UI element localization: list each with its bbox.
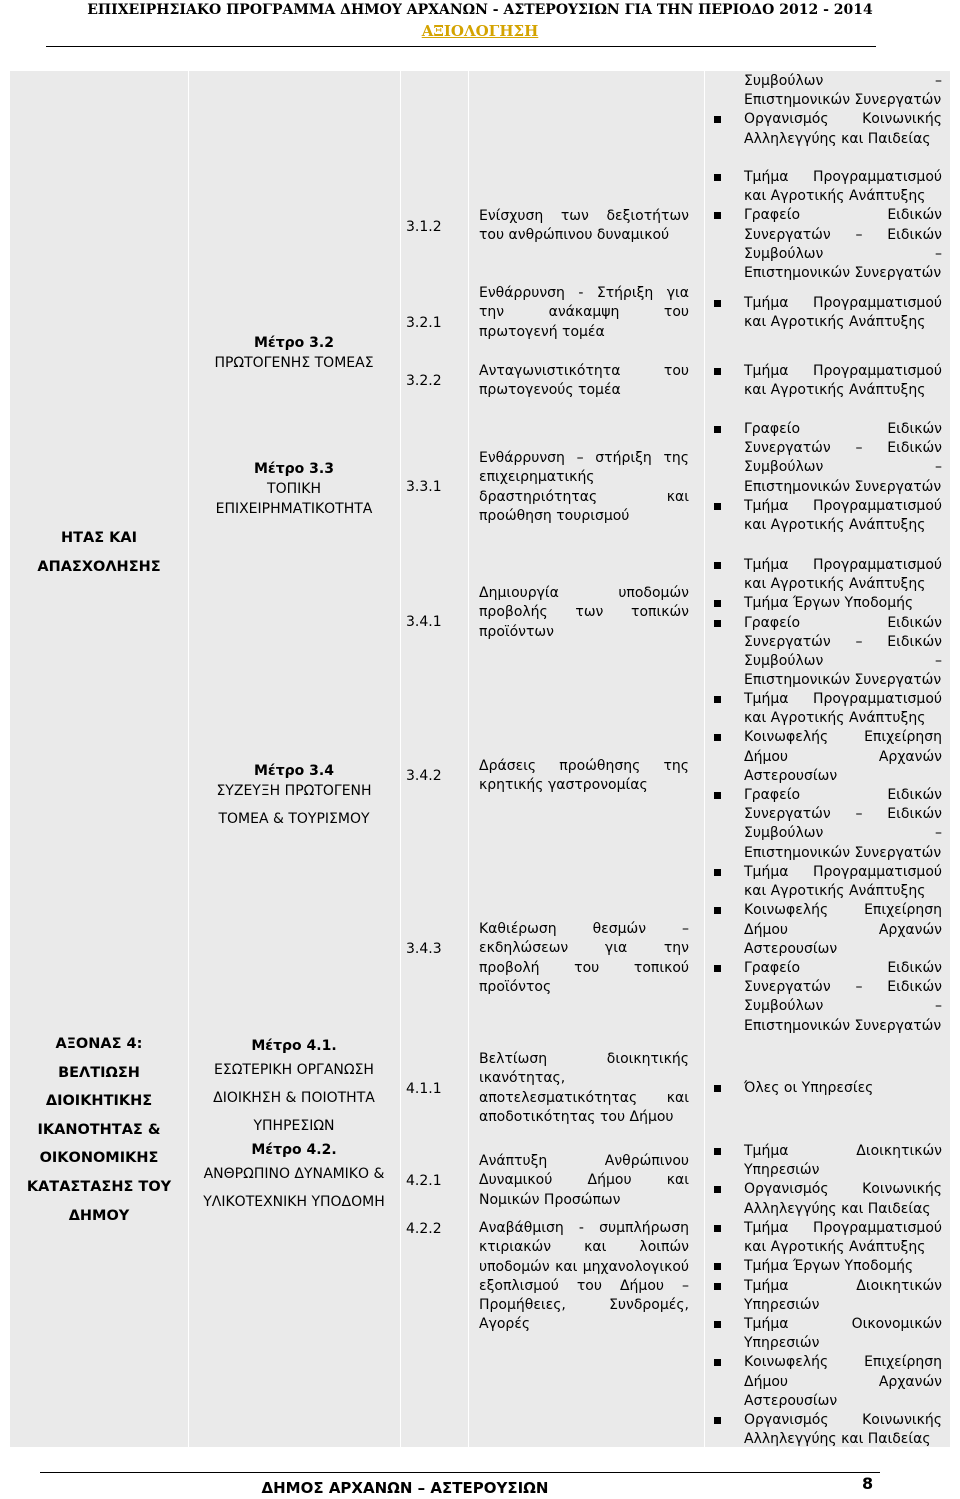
column-divider — [468, 71, 469, 1447]
services-list — [710, 690, 942, 863]
bullet-icon — [714, 1225, 721, 1232]
action-title: Ενθάρρυνση - Στήριξη για την ανάκαμψη του πρωτογενή τομέα — [479, 285, 689, 340]
service-item: Οργανισμός Κοινωνικής Αλληλεγγύης και Παιδείας — [710, 110, 942, 148]
measure-4-1: Μέτρο 4.1. ΕΣΩΤΕΡΙΚΗ ΟΡΓΑΝΩΣΗ ΔΙΟΙΚΗΣΗ & ΠΟΙΟΤΗΤΑ ΥΠΗΡΕΣΙΩΝ — [213, 1038, 375, 1134]
column-divider — [188, 71, 189, 1447]
bullet-icon — [714, 965, 721, 972]
services-list — [710, 72, 942, 149]
service-item: Κοινωφελής Επιχείρηση Δήμου Αρχανών Αστερουσίων — [710, 901, 942, 959]
service-item: Γραφείο Ειδικών Συνεργατών – Ειδικών Συμβούλων – Επιστημονικών Συνεργατών — [710, 614, 942, 691]
action-code: 3.2.2 — [406, 373, 442, 389]
action-title: Ενίσχυση των δεξιοτήτων του ανθρώπινου δυναμικού — [479, 208, 689, 244]
bullet-icon — [714, 696, 721, 703]
action-code: 4.2.1 — [406, 1173, 442, 1189]
axis-3-label: ΗΤΑΣ ΚΑΙ — [60, 530, 138, 546]
action-title: Καθιέρωση θεσμών – εκδηλώσεων για την προβολή του τοπικού προϊόντος — [479, 921, 689, 995]
service-item: Κοινωφελής Επιχείρηση Δήμου Αρχανών Αστερουσίων — [710, 728, 942, 786]
service-item: Οργανισμός Κοινωνικής Αλληλεγγύης και Παιδείας — [710, 1411, 942, 1449]
measure-3-2: Μέτρο 3.2 ΠΡΩΤΟΓΕΝΗΣ ΤΟΜΕΑΣ — [214, 335, 374, 371]
service-item: Τμήμα Έργων Υποδομής — [710, 1257, 942, 1276]
action-code: 3.1.2 — [406, 219, 442, 235]
service-item: Γραφείο Ειδικών Συνεργατών – Ειδικών Συμβούλων – Επιστημονικών Συνεργατών — [710, 206, 942, 283]
column-divider — [704, 71, 705, 1447]
services-list — [710, 420, 942, 535]
action-code: 4.1.1 — [406, 1081, 442, 1097]
page-number: 8 — [862, 1474, 874, 1493]
service-item: Τμήμα Προγραμματισμού και Αγροτικής Ανάπτυξης — [710, 497, 942, 535]
action-title: Δράσεις προώθησης της κρητικής γαστρονομίας — [479, 758, 689, 794]
bullet-icon — [714, 368, 721, 375]
service-item: Οργανισμός Κοινωνικής Αλληλεγγύης και Παιδείας — [710, 1180, 942, 1218]
footer-municipality: ΔΗΜΟΣ ΑΡΧΑΝΩΝ – ΑΣΤΕΡΟΥΣΙΩΝ — [261, 1479, 549, 1497]
bullet-icon — [714, 503, 721, 510]
bullet-icon — [714, 562, 721, 569]
service-item: Τμήμα Προγραμματισμού και Αγροτικής Ανάπτυξης — [710, 690, 942, 728]
action-code: 3.4.2 — [406, 768, 442, 784]
service-item: Τμήμα Προγραμματισμού και Αγροτικής Ανάπτυξης — [710, 294, 942, 332]
service-item: Γραφείο Ειδικών Συνεργατών – Ειδικών Συμβούλων – Επιστημονικών Συνεργατών — [710, 959, 942, 1036]
bullet-icon — [714, 1263, 721, 1270]
bullet-icon — [714, 734, 721, 741]
services-list — [710, 1079, 942, 1098]
services-list — [710, 294, 942, 332]
service-item: Όλες οι Υπηρεσίες — [710, 1079, 942, 1098]
header-rule — [46, 46, 876, 47]
measure-3-4: Μέτρο 3.4 ΣΥΖΕΥΞΗ ΠΡΩΤΟΓΕΝΗ ΤΟΜΕΑ & ΤΟΥΡΙΣΜΟΥ — [216, 763, 372, 827]
bullet-icon — [714, 426, 721, 433]
action-title: Ενθάρρυνση – στήριξη της επιχειρηματικής δραστηριότητας και προώθηση τουρισμού — [479, 450, 689, 524]
service-item: Τμήμα Προγραμματισμού και Αγροτικής Ανάπτυξης — [710, 168, 942, 206]
bullet-icon — [714, 1186, 721, 1193]
services-list — [710, 1142, 942, 1219]
bullet-icon — [714, 600, 721, 607]
action-code: 3.2.1 — [406, 315, 442, 331]
bullet-icon — [714, 1148, 721, 1155]
document-header-title: ΕΠΙΧΕΙΡΗΣΙΑΚΟ ΠΡΟΓΡΑΜΜΑ ΔΗΜΟΥ ΑΡΧΑΝΩΝ - ΑΣΤΕΡΟΥΣΙΩΝ ΓΙΑ ΤΗΝ ΠΕΡΙΟΔΟ 2012 - 2014 — [87, 2, 873, 18]
bullet-icon — [714, 212, 721, 219]
service-item: Τμήμα Προγραμματισμού και Αγροτικής Ανάπτυξης — [710, 1219, 942, 1257]
footer-rule — [40, 1472, 880, 1473]
bullet-icon — [714, 116, 721, 123]
bullet-icon — [714, 1321, 721, 1328]
bullet-icon — [714, 1085, 721, 1092]
bullet-icon — [714, 620, 721, 627]
bullet-icon — [714, 869, 721, 876]
bullet-icon — [714, 1359, 721, 1366]
bullet-icon — [714, 174, 721, 181]
document-header-subtitle: ΑΞΙΟΛΟΓΗΣΗ — [421, 22, 539, 40]
axis-4-label: ΑΞΟΝΑΣ 4: ΒΕΛΤΙΩΣΗ ΔΙΟΙΚΗΤΙΚΗΣ ΙΚΑΝΟΤΗΤΑΣ & ΟΙΚΟΝΟΜΙΚΗΣ ΚΑΤΑΣΤΑΣΗΣ ΤΟΥ ΔΗΜΟΥ — [26, 1036, 172, 1224]
action-title: Βελτίωση διοικητικής ικανότητας, αποτελεσματικότητας και αποδοτικότητας του Δήμου — [479, 1051, 689, 1125]
action-title: Ανάπτυξη Ανθρώπινου Δυναμικού Δήμου και Νομικών Προσώπων — [479, 1153, 689, 1208]
bullet-icon — [714, 300, 721, 307]
service-item: Τμήμα Έργων Υποδομής — [710, 594, 942, 613]
action-code: 4.2.2 — [406, 1221, 442, 1237]
service-item: Συμβούλων – Επιστημονικών Συνεργατών — [744, 73, 942, 109]
action-title: Ανταγωνιστικότητα του πρωτογενούς τομέα — [479, 363, 689, 399]
service-item: Γραφείο Ειδικών Συνεργατών – Ειδικών Συμβούλων – Επιστημονικών Συνεργατών — [710, 420, 942, 497]
services-list — [710, 863, 942, 1036]
axis-3-label-cont: ΑΠΑΣΧΟΛΗΣΗΣ — [37, 559, 161, 575]
service-item: Κοινωφελής Επιχείρηση Δήμου Αρχανών Αστερουσίων — [710, 1353, 942, 1411]
services-list — [710, 556, 942, 690]
action-title: Αναβάθμιση - συμπλήρωση κτιριακών και λοιπών υποδομών και μηχανολογικού εξοπλισμού του Δήμου – Προμήθειες, Συνδρομές, Αγορές — [479, 1220, 689, 1333]
action-code: 3.4.3 — [406, 941, 442, 957]
services-list — [710, 362, 942, 400]
services-list — [710, 1219, 942, 1449]
action-code: 3.4.1 — [406, 614, 442, 630]
service-item: Γραφείο Ειδικών Συνεργατών – Ειδικών Συμβούλων – Επιστημονικών Συνεργατών — [710, 786, 942, 863]
service-item: Τμήμα Διοικητικών Υπηρεσιών — [710, 1277, 942, 1315]
bullet-icon — [714, 792, 721, 799]
measure-3-3: Μέτρο 3.3 ΤΟΠΙΚΗ ΕΠΙΧΕΙΡΗΜΑΤΙΚΟΤΗΤΑ — [215, 461, 373, 517]
service-item: Τμήμα Διοικητικών Υπηρεσιών — [710, 1142, 942, 1180]
action-code: 3.3.1 — [406, 479, 442, 495]
action-title: Δημιουργία υποδομών προβολής των τοπικών προϊόντων — [479, 585, 689, 640]
bullet-icon — [714, 907, 721, 914]
measure-4-2: Μέτρο 4.2. ΑΝΘΡΩΠΙΝΟ ΔΥΝΑΜΙΚΟ & ΥΛΙΚΟΤΕΧΝΙΚΗ ΥΠΟΔΟΜΗ — [203, 1142, 385, 1210]
service-item: Τμήμα Προγραμματισμού και Αγροτικής Ανάπτυξης — [710, 556, 942, 594]
service-item: Τμήμα Οικονομικών Υπηρεσιών — [710, 1315, 942, 1353]
service-item: Τμήμα Προγραμματισμού και Αγροτικής Ανάπτυξης — [710, 863, 942, 901]
service-item: Τμήμα Προγραμματισμού και Αγροτικής Ανάπτυξης — [710, 362, 942, 400]
bullet-icon — [714, 1283, 721, 1290]
bullet-icon — [714, 1417, 721, 1424]
services-list — [710, 168, 942, 283]
column-divider — [400, 71, 401, 1447]
